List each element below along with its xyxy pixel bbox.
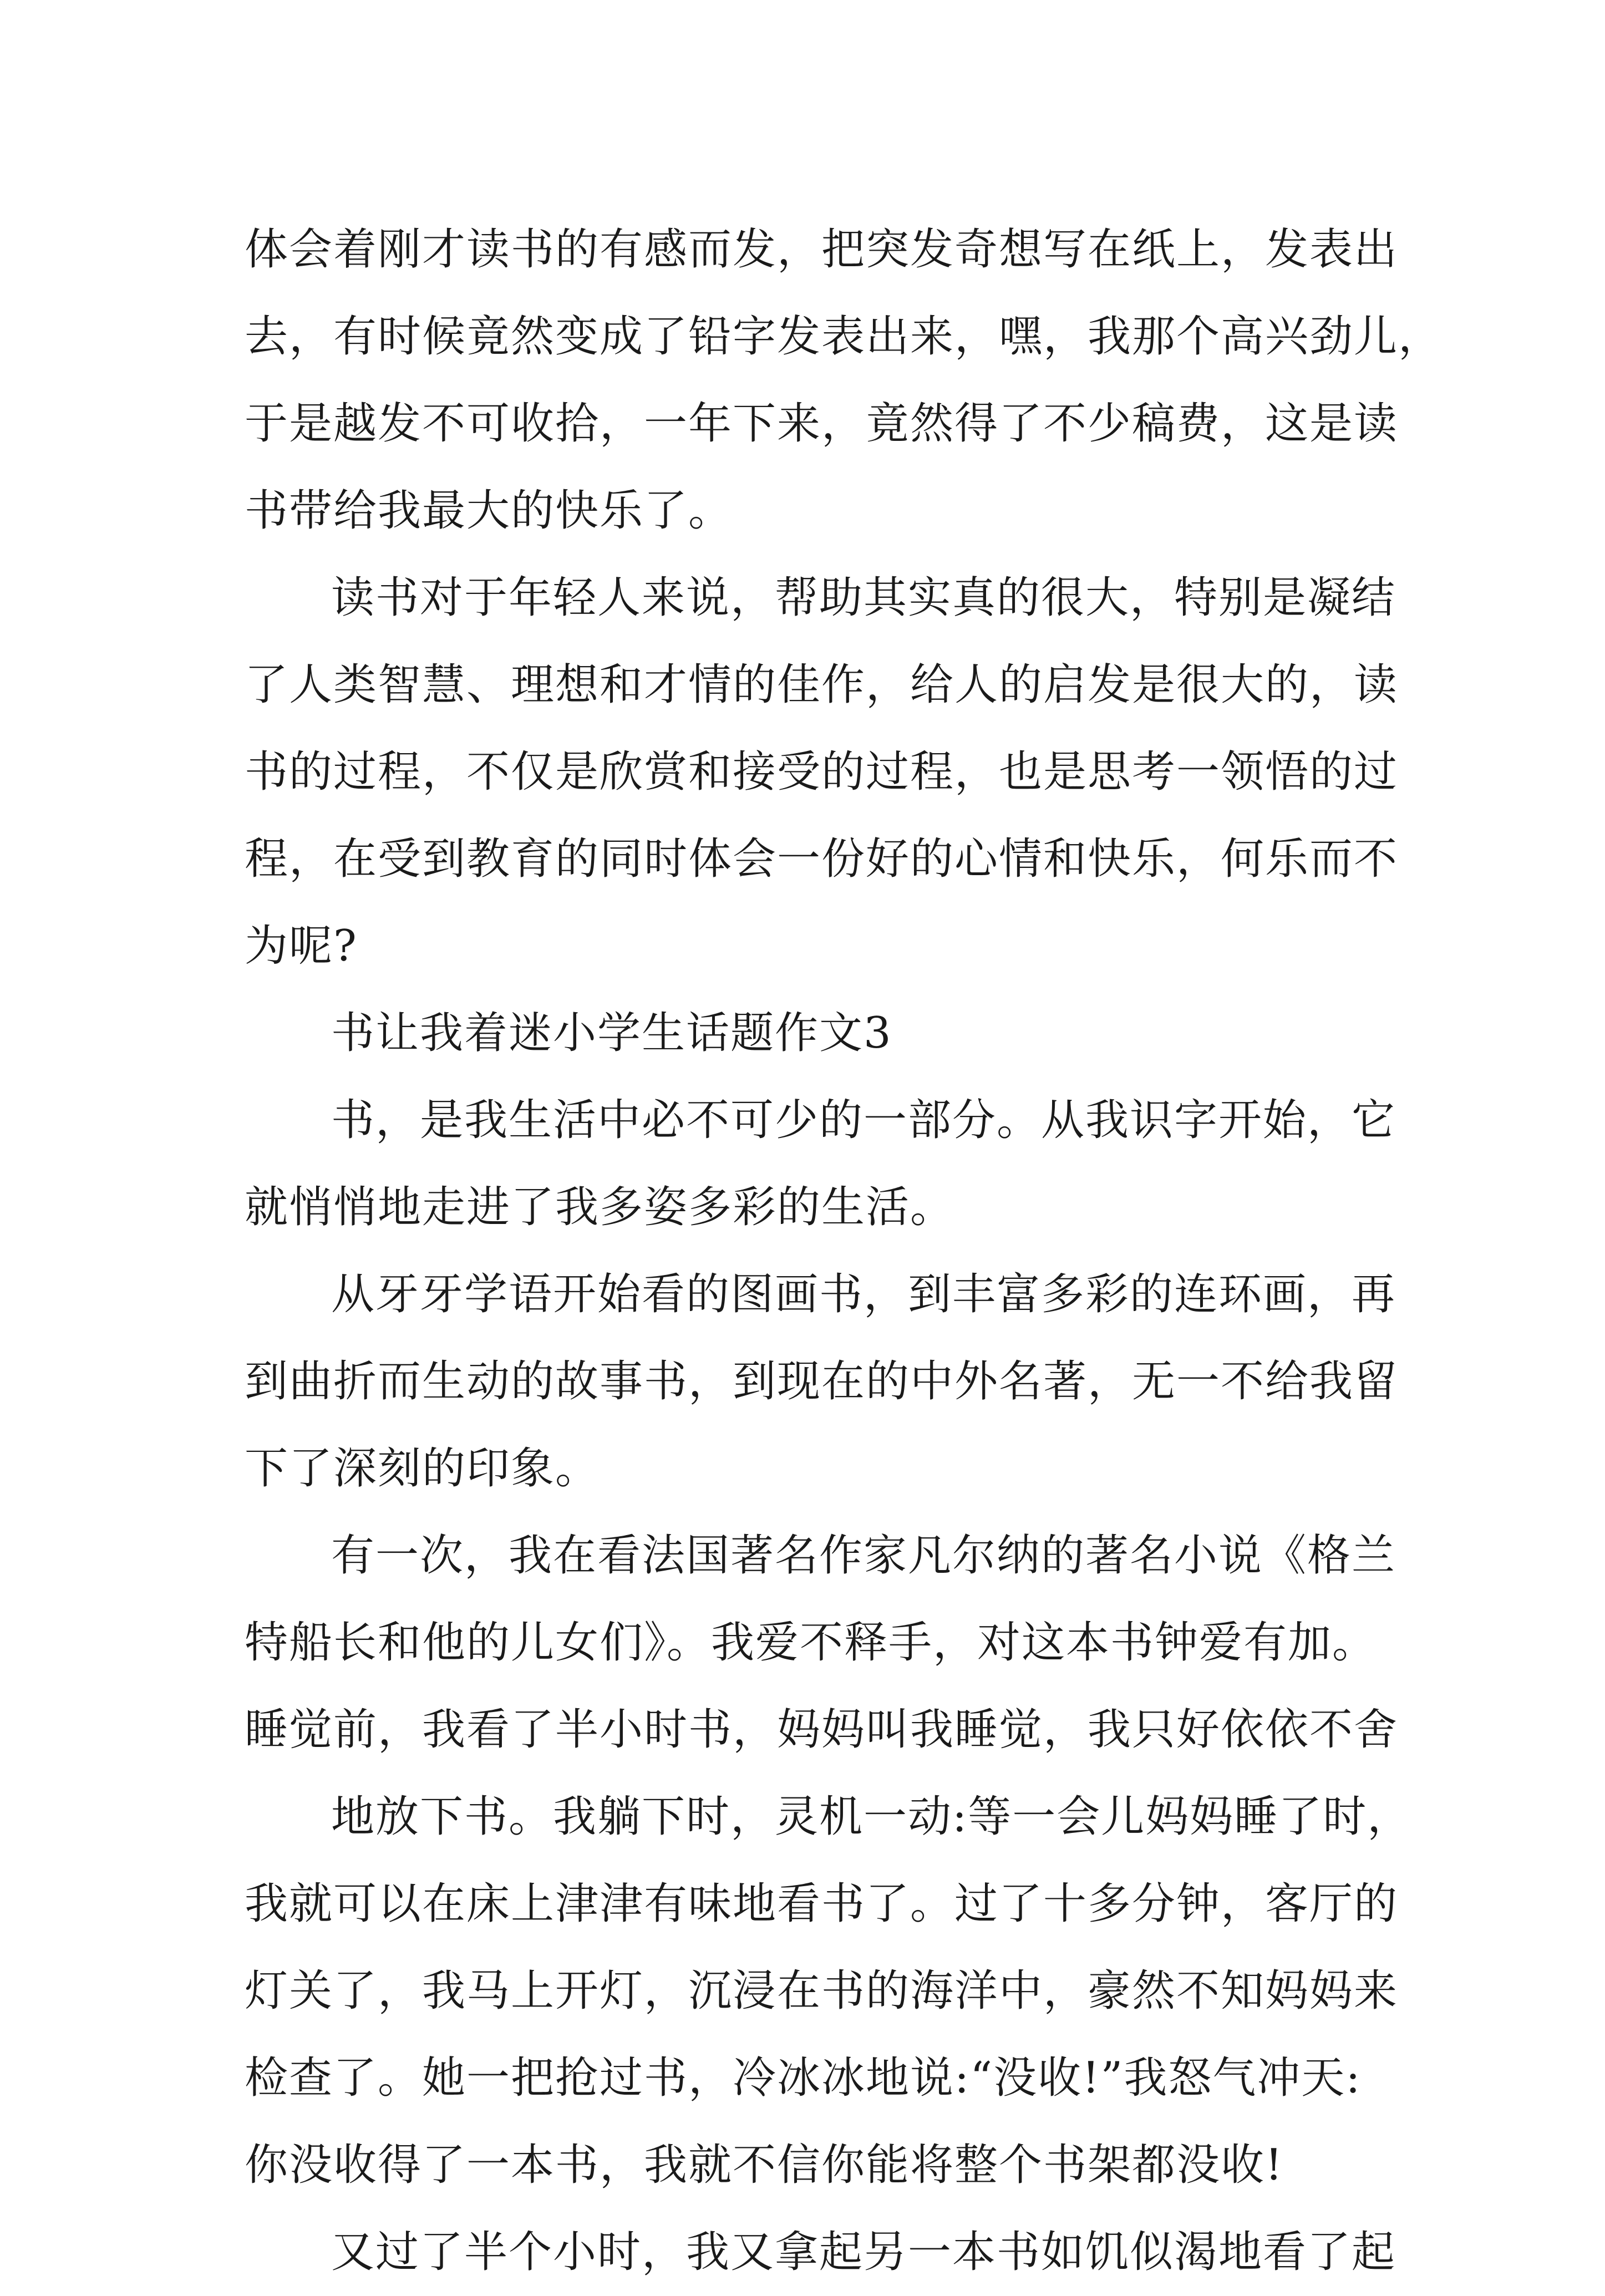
- text-line: 从牙牙学语开始看的图画书，到丰富多彩的连环画，再: [331, 1269, 1396, 1319]
- text-line: 我就可以在床上津津有味地看书了。过了十多分钟，客厅的: [245, 1879, 1399, 1929]
- text-line: 有一次，我在看法国著名作家凡尔纳的著名小说《格兰: [331, 1531, 1396, 1581]
- text-line: 你没收得了一本书，我就不信你能将整个书架都没收!: [245, 2140, 1284, 2190]
- text-line: 为呢?: [245, 921, 358, 971]
- text-line: 灯关了，我马上开灯，沉浸在书的海洋中，豪然不知妈妈来: [245, 1966, 1399, 2016]
- text-line: 书的过程，不仅是欣赏和接受的过程，也是思考一领悟的过: [245, 747, 1399, 797]
- text-line: 地放下书。我躺下时，灵机一动:等一会儿妈妈睡了时，: [331, 1792, 1412, 1842]
- text-line: 睡觉前，我看了半小时书，妈妈叫我睡觉，我只好依依不舍: [245, 1705, 1399, 1755]
- text-line: 又过了半个小时，我又拿起另一本书如饥似渴地看了起: [331, 2227, 1396, 2277]
- document-body: [245, 206, 1443, 2296]
- text-line: 检查了。她一把抢过书，冷冰冰地说:“没收!”我怒气冲天:: [245, 2053, 1362, 2103]
- text-line: 去，有时候竟然变成了铅字发表出来，嘿，我那个高兴劲儿，: [245, 312, 1443, 362]
- text-line: 体会着刚才读书的有感而发，把突发奇想写在纸上，发表出: [245, 225, 1399, 275]
- text-line: 特船长和他的儿女们》。我爱不释手，对这本书钟爱有加。: [245, 1618, 1377, 1668]
- text-line: 就悄悄地走进了我多姿多彩的生活。: [245, 1182, 955, 1232]
- text-line: 下了深刻的印象。: [245, 1444, 600, 1494]
- text-line: 于是越发不可收拾，一年下来，竟然得了不少稿费，这是读: [245, 399, 1399, 449]
- section-title: 书让我着迷小学生话题作文3: [331, 1008, 892, 1058]
- text-line: 程，在受到教育的同时体会一份好的心情和快乐，何乐而不: [245, 834, 1399, 884]
- text-line: 到曲折而生动的故事书，到现在的中外名著，无一不给我留: [245, 1357, 1399, 1406]
- text-line: 书带给我最大的快乐了。: [245, 486, 733, 536]
- text-line: 书，是我生活中必不可少的一部分。从我识字开始，它: [331, 1095, 1396, 1145]
- text-line: 了人类智慧、理想和才情的佳作，给人的启发是很大的，读: [245, 660, 1399, 710]
- text-line: 读书对于年轻人来说，帮助其实真的很大，特别是凝结: [331, 573, 1396, 623]
